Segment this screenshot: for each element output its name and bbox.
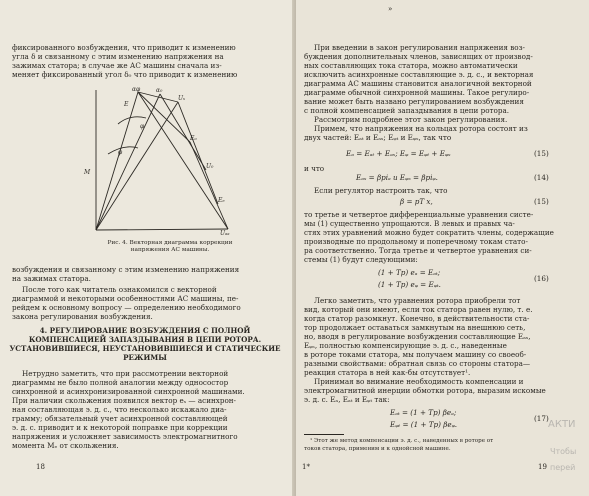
vector-a: [96, 92, 138, 230]
left-page-number: 18: [36, 463, 45, 471]
vector-i: [190, 142, 228, 229]
equation-text-2: Если регулятор настроить так, что: [314, 186, 448, 195]
equation-15a: Eₐ = Eₐₜ + Eₐₛ; Eᵩ = Eᵩₜ + Eᵩₛ: [346, 149, 451, 158]
vector-diagram: [78, 84, 256, 236]
left-top-line-3: зажимах статора; в случае же АС машины сначала из-: [12, 61, 222, 70]
left-top-line-1: фиксированного возбуждения, что приводит к изменению: [12, 43, 236, 52]
right-top-line-1: При введении в закон регулирования напряжения воз-: [314, 43, 525, 52]
right-mid-line-5: ра соответственно. Тогда третье и четвертое уравнения си-: [304, 246, 532, 255]
right-lower-line-12: э. д. с. Eₐ, Eₐₜ и Eᵩₜ так:: [304, 395, 390, 404]
left-body-line-4: При наличии скольжения появился вектор eₛ — асинхрон-: [12, 396, 236, 405]
vector-g: [138, 92, 228, 229]
fig-label-6: M: [84, 169, 91, 176]
right-lower-line-8: разными свойствами: обратная связь со стороны статора—: [304, 359, 531, 368]
watermark-line-3: перей: [550, 463, 576, 472]
right-lower-line-9: реакция статора в ней как-бы отсутствует¹.: [304, 368, 471, 377]
vector-c: [96, 102, 178, 230]
left-body-line-2: диаграммы не было полной аналогии между односостор: [12, 378, 229, 387]
equation-text-1: и что: [304, 164, 325, 173]
left-top-line-2: угла δ и связанному с этим изменению напряжения на: [12, 52, 224, 61]
fig-label-5: φ: [140, 123, 145, 130]
figure-caption-2: напряжения АС машины.: [130, 247, 210, 253]
left-para-line-4: закона регулирования возбуждения.: [12, 312, 153, 321]
vector-e: [160, 94, 206, 170]
right-page-mark: 1*: [302, 463, 310, 471]
left-body-line-9: момента Mₑ от скольжения.: [12, 441, 119, 450]
left-para-line-1: После того как читатель ознакомился с векторной: [22, 285, 217, 294]
left-para-line-3: рейдем к основному вопросу — определению необходимого: [12, 303, 241, 312]
right-top-line-9: Рассмотрим подробнее этот закон регулирования.: [314, 115, 508, 124]
equation-14: Eₐₛ = βpiₐ и Eᵩₛ = βpiᵩ.: [356, 173, 438, 182]
fig-label-4: E: [124, 101, 129, 108]
fig-label-2: α₀: [156, 87, 163, 94]
right-mid-line-2: мы (1) существенно упрощаются. В левых и правых ча-: [304, 219, 515, 228]
right-page: [296, 0, 589, 496]
footnote-rule: [304, 434, 344, 435]
left-body-line-7: э. д. с. приводит и к некоторой поправке при коррекции: [12, 423, 228, 432]
equation-14-number: (14): [534, 173, 549, 182]
right-mid-line-3: стях этих уравнений можно будет сократить члены, содержащие: [304, 228, 554, 237]
right-top-line-11: двух частей: Eₐₜ и Eₐₛ; Eᵩₜ и Eᵩₛ, так что: [304, 133, 452, 142]
right-lower-line-11: электромагнитной инерции обмотки ротора, выразим искомые: [304, 386, 546, 395]
left-body-line-6: грамму; обязательный учет асинхронной составляющей: [12, 414, 228, 423]
right-top-line-2: буждения дополнительных членов, зависящих от производ-: [304, 52, 533, 61]
equation-17-number: (17): [534, 414, 549, 423]
fig-label-1: αφ: [132, 86, 141, 93]
equation-15-number: (15): [534, 197, 549, 206]
left-top-line-4: меняет фиксированный угол δ₀ что приводит к изменению: [12, 70, 238, 79]
right-mid-line-4: производные по продольному и поперечному токам стато-: [304, 237, 528, 246]
right-lower-line-1: Легко заметить, что уравнения ротора приобрели тот: [314, 296, 521, 305]
watermark-line-1: АКТИ: [548, 419, 576, 430]
left-mid-line-1: возбуждения и связанному с этим изменению напряжения: [12, 265, 240, 274]
right-top-line-6: диаграмме обычной синхронной машины. Такое регулиро-: [304, 88, 530, 97]
right-mid-line-6: стемы (1) будут следующими:: [304, 255, 418, 264]
fig-label-10: φ: [118, 149, 123, 156]
left-mid-line-2: на зажимах статора.: [12, 274, 91, 283]
right-lower-line-4: тор продолжает оставаться замкнутым на внешнюю сеть,: [304, 323, 526, 332]
right-top-line-3: ных составляющих тока статора, можно автоматически: [304, 61, 518, 70]
fig-label-8: U₀: [206, 163, 214, 170]
equation-16a: (1 + Tp) eₐ = Eₐₜ;: [378, 268, 441, 277]
figure-caption-1: Рис. 4. Векторная диаграмма коррекции: [107, 240, 233, 246]
right-mid-line-1: то третье и четвертое дифференциальные уравнения систе-: [304, 210, 534, 219]
right-lower-line-5: но, вводя в регулирование возбуждения составляющие Eₐₛ,: [304, 332, 531, 341]
left-body-line-5: ная составляющая э. д. с., что несколько искажало диа-: [12, 405, 227, 414]
section-heading-line-4: РЕЖИМЫ: [123, 353, 167, 362]
equation-16b: (1 + Tp) eᵩ = Eᵩₜ.: [378, 280, 441, 289]
right-lower-line-2: вид, который они имеют, если ток статора равен нулю, т. е.: [304, 305, 533, 314]
left-body-line-8: напряжения и усложняет зависимость электромагнитного: [12, 432, 238, 441]
equation-15: β = pT x,: [400, 197, 433, 206]
right-top-line-8: с полной компенсацией запаздывания в цепи ротора.: [304, 106, 510, 115]
section-heading-line-2: КОМПЕНСАЦИЕЙ ЗАПАЗДЫВАНИЯ В ЦЕПИ РОТОРА.: [28, 335, 262, 344]
fig-label-7: Eₒ: [190, 135, 197, 142]
watermark-line-2: Чтобы: [550, 447, 577, 456]
right-top-line-5: диаграмма АС машины становится аналогичной векторной: [304, 79, 532, 88]
footnote-line-2: токов статора, применим и к однойсной машине.: [304, 446, 451, 452]
header-mark: »: [388, 5, 393, 13]
right-page-number: 19: [538, 463, 547, 471]
right-lower-line-10: Принимая во внимание необходимость компенсации и: [314, 377, 524, 386]
left-para-line-2: диаграммой и некоторыми особенностями АС машины, пе-: [12, 294, 239, 303]
vector-b: [96, 94, 160, 230]
fig-label-3: Uₛ: [178, 95, 186, 102]
left-body-line-1: Нетрудно заметить, что при рассмотрении векторной: [22, 369, 229, 378]
vector-f: [178, 102, 218, 204]
section-heading-line-1: 4. РЕГУЛИРОВАНИЕ ВОЗБУЖДЕНИЯ С ПОЛНОЙ: [39, 326, 251, 335]
right-top-line-4: исключить асинхронные составляющие э. д. с., и векторная: [304, 70, 534, 79]
right-lower-line-7: в роторе токами статора, мы получаем машину со своеоб-: [304, 350, 527, 359]
section-heading-line-3: УСТАНОВИВШИЕСЯ, НЕУСТАНОВИВШИЕСЯ И СТАТИЧЕСКИЕ: [9, 344, 281, 353]
right-lower-line-6: Eᵩₛ, полностью компенсирующие э. д. с., наведенные: [304, 341, 507, 350]
fig-label-9: Eₑ: [218, 197, 225, 204]
fig-label-11: Uₐₐ: [220, 230, 230, 236]
equation-17b: Eᵩₜ = (1 + Tp) βeᵩ.: [390, 420, 458, 429]
equation-16-number: (16): [534, 274, 549, 283]
vector-h: [96, 229, 228, 230]
equation-17a: Eₐₜ = (1 + Tp) βeₐ;: [390, 408, 457, 417]
footnote-line-1: ¹ Этот же метод компенсации э. д. с., наведенных в роторе от: [310, 438, 494, 444]
equation-15a-number: (15): [534, 149, 549, 158]
right-top-line-7: вание может быть названо регулированием возбуждения: [304, 97, 524, 106]
right-lower-line-3: когда статор разомкнут. Конечно, в действительности ста-: [304, 314, 530, 323]
left-body-line-3: синхронной и асинхронизированной синхронной машинами.: [12, 387, 245, 396]
right-top-line-10: Примем, что напряжения на кольцах ротора состоят из: [314, 124, 528, 133]
